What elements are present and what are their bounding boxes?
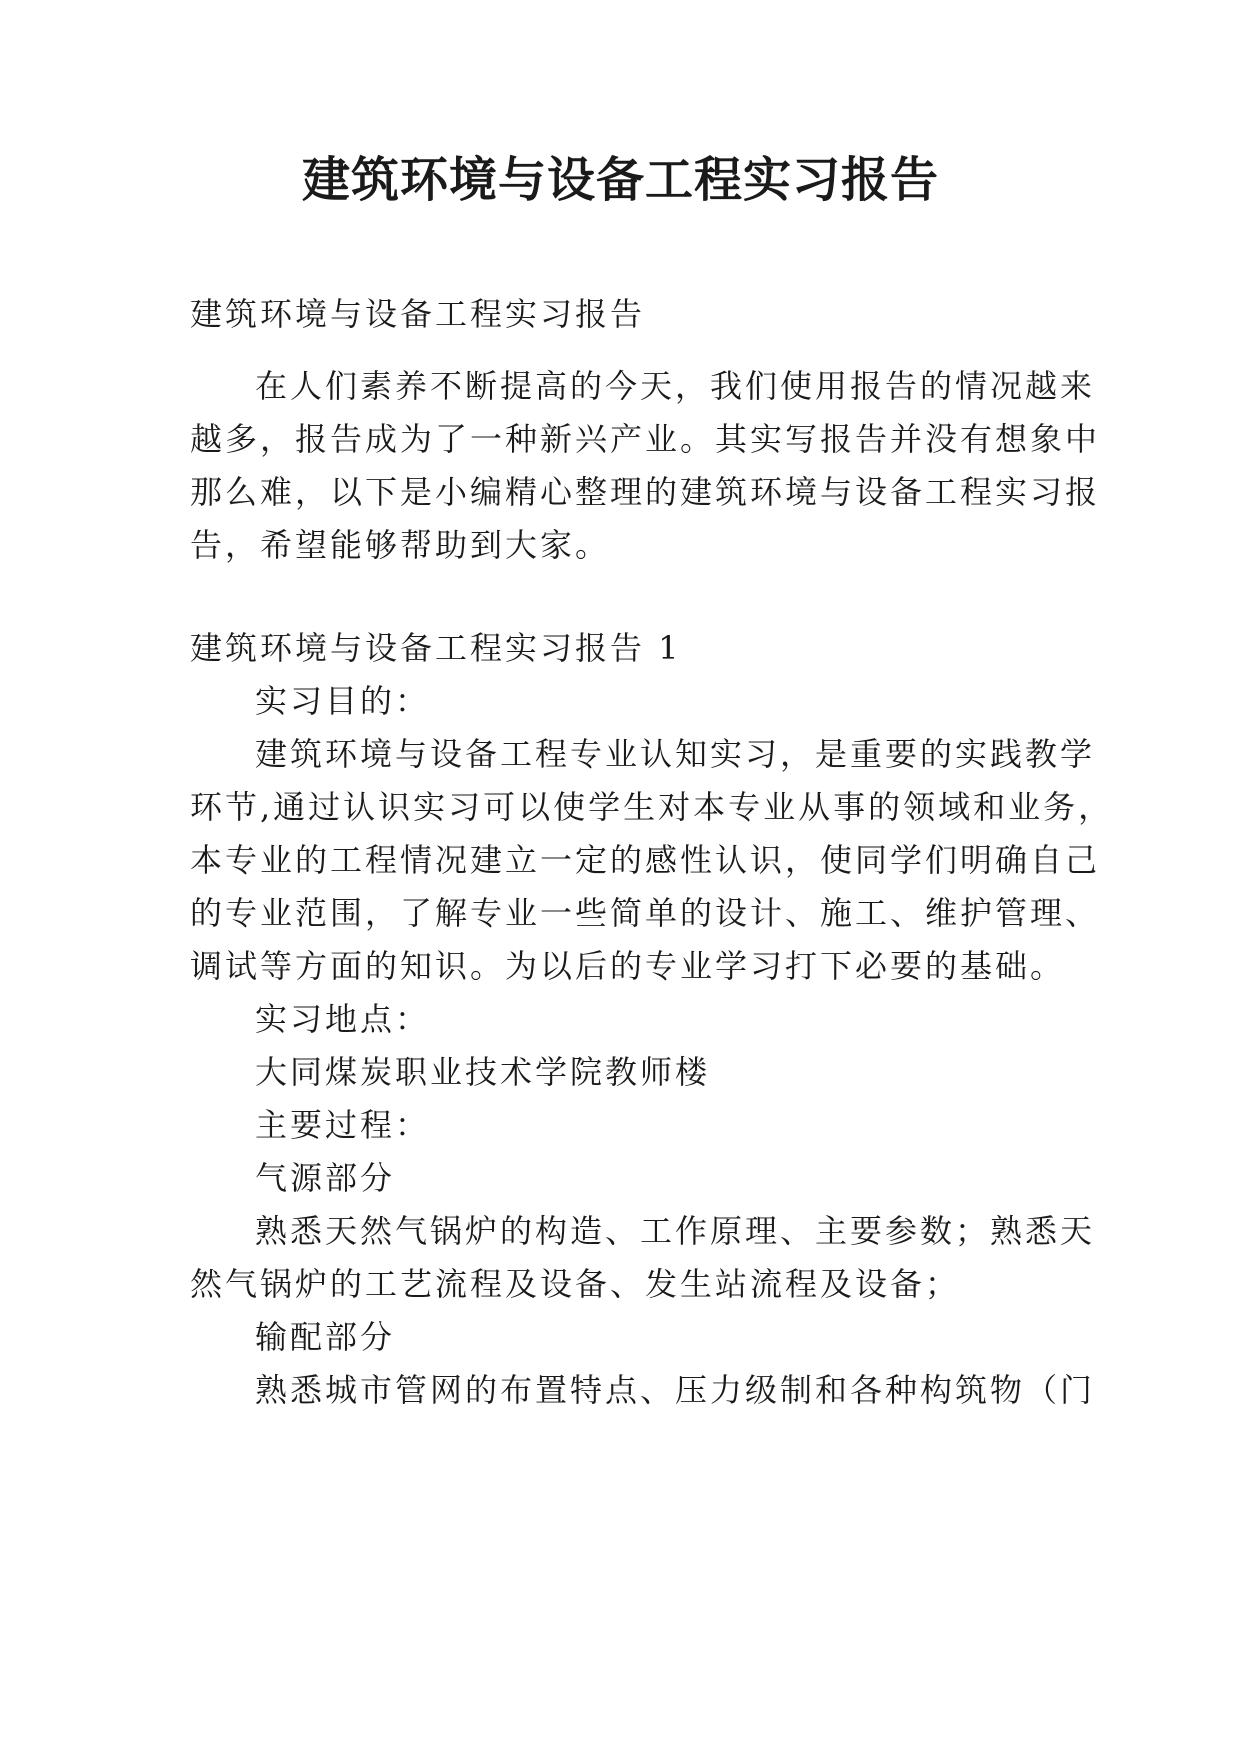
intro-line: 越多，报告成为了一种新兴产业。其实写报告并没有想象中: [190, 420, 1101, 458]
paragraph-line: 本专业的工程情况建立一定的感性认识，使同学们明确自己: [190, 841, 1101, 879]
paragraph-line: 调试等方面的知识。为以后的专业学习打下必要的基础。: [190, 947, 1066, 985]
subtitle-line: 建筑环境与设备工程实习报告: [190, 295, 646, 333]
paragraph-line: 大同煤炭职业技术学院教师楼: [255, 1053, 711, 1091]
intro-line: 那么难，以下是小编精心整理的建筑环境与设备工程实习报: [190, 473, 1101, 511]
paragraph-line: 环节,通过认识实习可以使学生对本专业从事的领域和业务，: [190, 788, 1114, 826]
paragraph-line: 然气锅炉的工艺流程及设备、发生站流程及设备；: [190, 1265, 961, 1303]
paragraph-line: 主要过程：: [255, 1106, 431, 1144]
paragraph-line: 实习地点：: [255, 1000, 431, 1038]
paragraph-line: 建筑环境与设备工程专业认知实习，是重要的实践教学: [255, 735, 1096, 773]
paragraph-line: 熟悉城市管网的布置特点、压力级制和各种构筑物（门: [255, 1371, 1096, 1409]
document-title: 建筑环境与设备工程实习报告: [301, 152, 939, 208]
section-heading: 建筑环境与设备工程实习报告 1: [190, 629, 682, 667]
intro-line: 在人们素养不断提高的今天，我们使用报告的情况越来: [255, 367, 1096, 405]
paragraph-line: 实习目的：: [255, 682, 431, 720]
intro-line: 告，希望能够帮助到大家。: [190, 526, 611, 564]
paragraph-line: 气源部分: [255, 1159, 396, 1197]
paragraph-line: 输配部分: [255, 1318, 396, 1356]
paragraph-line: 的专业范围，了解专业一些简单的设计、施工、维护管理、: [190, 894, 1101, 932]
paragraph-line: 熟悉天然气锅炉的构造、工作原理、主要参数；熟悉天: [255, 1212, 1096, 1250]
